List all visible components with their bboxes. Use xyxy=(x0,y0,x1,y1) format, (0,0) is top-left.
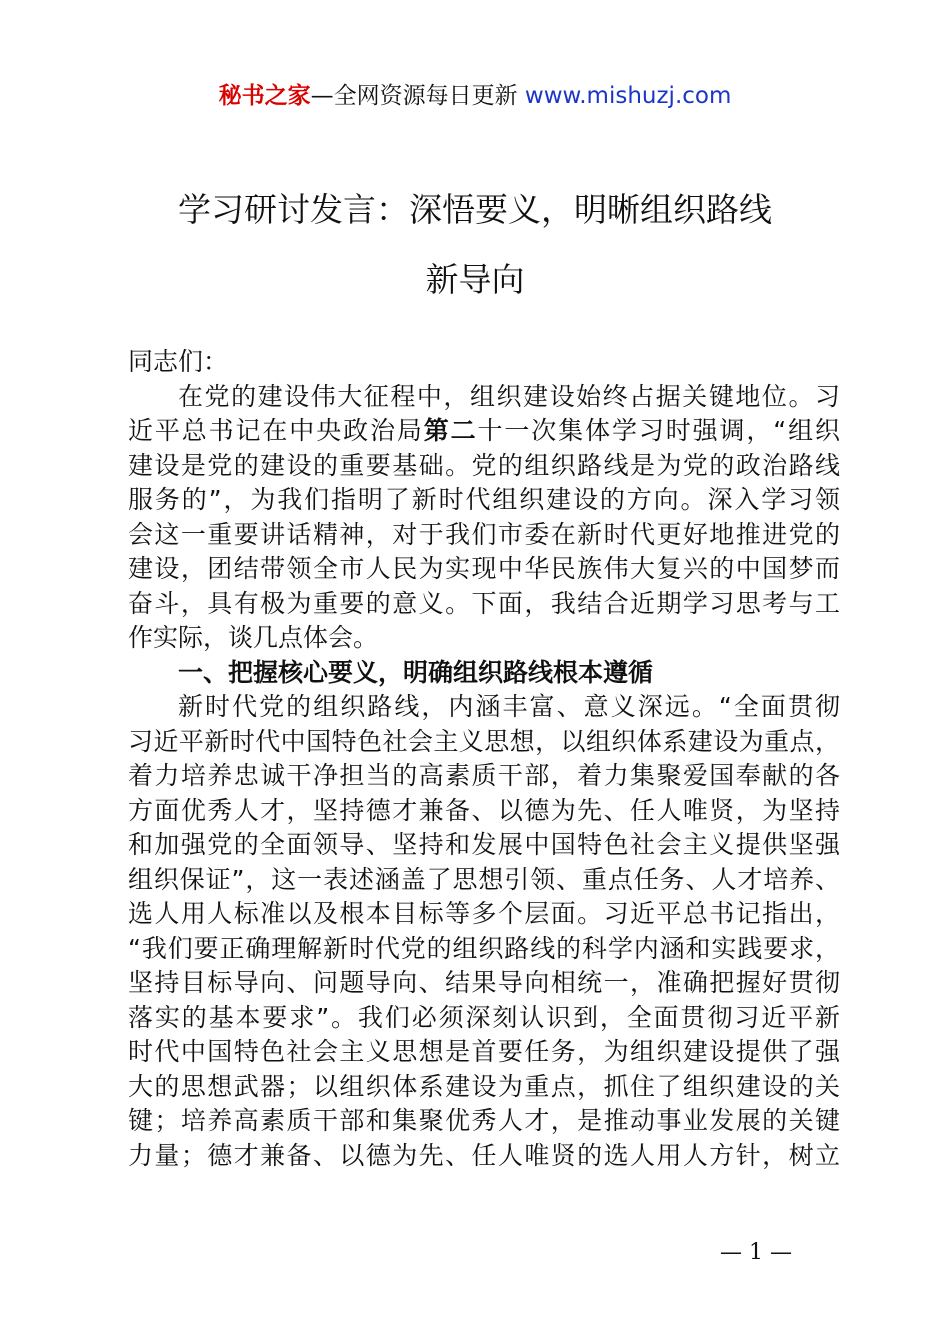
body-line: 坚持目标导向、问题导向、结果导向相统一，准确把握好贯彻 xyxy=(128,968,840,997)
greeting: 同志们： xyxy=(128,347,229,376)
body-text: 十一次集体学习时强调，“组织 xyxy=(477,416,840,445)
site-header xyxy=(0,80,950,112)
body-line: 着力培养忠诚干净担当的高素质干部，着力集聚爱国奉献的各 xyxy=(128,761,840,790)
site-url-link[interactable]: www.mishuzj.com xyxy=(524,83,732,109)
body-line xyxy=(128,414,840,449)
body-text: 近平总书记在中央政治局 xyxy=(128,416,424,445)
body-line: 时代中国特色社会主义思想是首要任务，为组织建设提供了强 xyxy=(128,1037,840,1066)
section-heading: 一、把握核心要义，明确组织路线根本遵循 xyxy=(178,657,654,687)
body-line: 会这一重要讲话精神，对于我们市委在新时代更好地推进党的 xyxy=(128,519,840,549)
header-tagline: —全网资源每日更新 xyxy=(310,83,525,109)
document-title-line-1: 学习研讨发言：深悟要义，明晰组织路线 xyxy=(178,190,772,229)
body-line: 落实的基本要求”。我们必须深刻认识到，全面贯彻习近平新 xyxy=(128,1002,840,1032)
body-line: 建设是党的建设的重要基础。党的组织路线是为党的政治路线 xyxy=(128,450,840,480)
body-line: 建设，团结带领全市人民为实现中华民族伟大复兴的中国梦而 xyxy=(128,554,840,583)
body-line: 键；培养高素质干部和集聚优秀人才，是推动事业发展的关键 xyxy=(128,1106,840,1135)
body-line: 选人用人标准以及根本目标等多个层面。习近平总书记指出， xyxy=(128,899,840,928)
page-number: — 1 — xyxy=(720,1240,792,1265)
body-line: 习近平新时代中国特色社会主义思想，以组织体系建设为重点， xyxy=(128,726,840,756)
body-line: 服务的”，为我们指明了新时代组织建设的方向。深入学习领 xyxy=(128,485,840,514)
body-line: 组织保证”，这一表述涵盖了思想引领、重点任务、人才培养、 xyxy=(128,864,840,894)
body-line: “我们要正确理解新时代党的组织路线的科学内涵和实践要求， xyxy=(128,933,840,963)
document-title-line-2: 新导向 xyxy=(425,260,525,299)
body-line: 大的思想武器；以组织体系建设为重点，抓住了组织建设的关 xyxy=(128,1071,840,1101)
body-line: 方面优秀人才，坚持德才兼备、以德为先、任人唯贤，为坚持 xyxy=(128,795,840,825)
body-line: 奋斗，具有极为重要的意义。下面，我结合近期学习思考与工 xyxy=(128,588,840,618)
body-line: 力量；德才兼备、以德为先、任人唯贤的选人用人方针，树立 xyxy=(128,1140,840,1170)
body-line: 和加强党的全面领导、坚持和发展中国特色社会主义提供坚强 xyxy=(128,830,840,859)
bold-text: 第二 xyxy=(423,416,478,445)
body-line: 新时代党的组织路线，内涵丰富、意义深远。“全面贯彻 xyxy=(178,692,840,721)
brand-name: 秘书之家 xyxy=(218,83,311,109)
body-line: 在党的建设伟大征程中，组织建设始终占据关键地位。习 xyxy=(178,381,840,411)
document-body xyxy=(128,345,840,1173)
body-line: 作实际，谈几点体会。 xyxy=(128,623,379,652)
